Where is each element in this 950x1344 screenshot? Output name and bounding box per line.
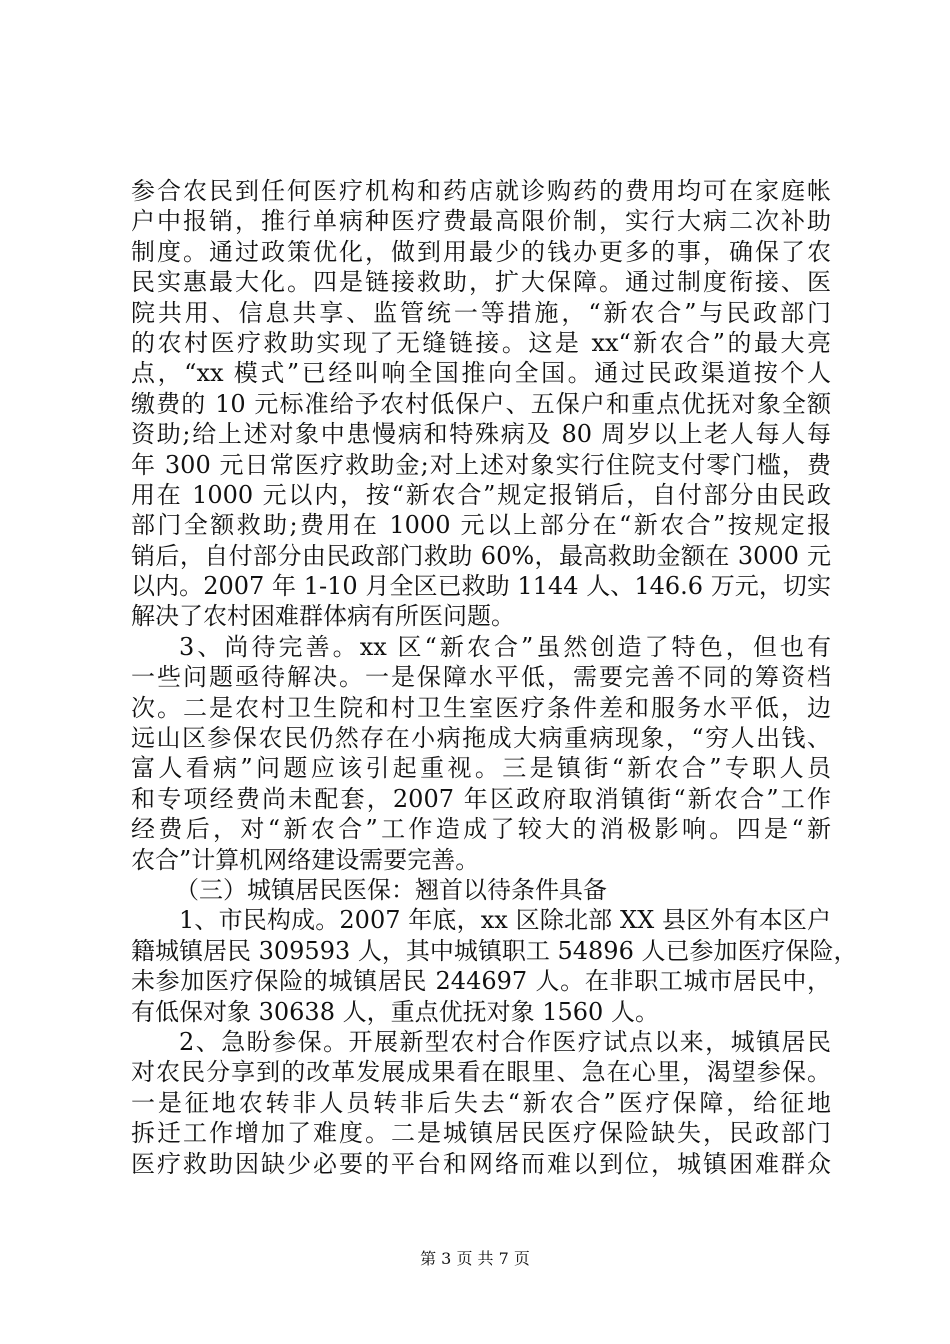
text-line: 经费后，对“新农合”工作造成了较大的消极影响。四是“新 [131, 815, 831, 844]
text-line: 部门全额救助;费用在 1000 元以上部分在“新农合”按规定报 [131, 511, 831, 540]
text-line: 远山区参保农民仍然存在小病拖成大病重病现象，“穷人出钱、 [131, 724, 831, 753]
text-line: 点，“xx 模式”已经叫响全国推向全国。通过民政渠道按个人 [131, 359, 831, 388]
text-line: 资助;给上述对象中患慢病和特殊病及 80 周岁以上老人每人每 [131, 420, 831, 449]
text-line: 农合”计算机网络建设需要完善。 [131, 845, 480, 874]
section-heading: （三）城镇居民医保：翘首以待条件具备 [175, 875, 607, 904]
page-number-footer: 第 3 页 共 7 页 [420, 1249, 530, 1268]
text-line: 参合农民到任何医疗机构和药店就诊购药的费用均可在家庭帐 [131, 177, 831, 205]
text-line: 的农村医疗救助实现了无缝链接。这是 xx“新农合”的最大亮 [131, 328, 831, 357]
text-line: 2、急盼参保。开展新型农村合作医疗试点以来，城镇居民 [179, 1027, 831, 1056]
text-line: 次。二是农村卫生院和村卫生室医疗条件差和服务水平低，边 [131, 693, 831, 722]
text-line: 1、市民构成。2007 年底，xx 区除北部 XX 县区外有本区户 [179, 906, 831, 935]
text-line: 缴费的 10 元标准给予农村低保户、五保户和重点优抚对象全额 [131, 389, 831, 418]
text-line: 对农民分享到的改革发展成果看在眼里、急在心里，渴望参保。 [131, 1058, 831, 1087]
text-line: 户中报销，推行单病种医疗费最高限价制，实行大病二次补助 [131, 207, 831, 236]
text-line: 年 300 元日常医疗救助金;对上述对象实行住院支付零门槛，费 [131, 450, 831, 479]
body-text [131, 176, 858, 1179]
text-line: 一些问题亟待解决。一是保障水平低，需要完善不同的筹资档 [131, 663, 831, 692]
text-line: 和专项经费尚未配套，2007 年区政府取消镇街“新农合”工作 [131, 784, 831, 813]
text-line: 有低保对象 30638 人，重点优抚对象 1560 人。 [131, 997, 659, 1026]
text-line: 用在 1000 元以内，按“新农合”规定报销后，自付部分由民政 [131, 480, 831, 509]
text-line: 医疗救助因缺少必要的平台和网络而难以到位，城镇困难群众 [131, 1149, 831, 1178]
text-line: 解决了农村困难群体病有所医问题。 [131, 602, 515, 631]
text-line: 院共用、信息共享、监管统一等措施，“新农合”与民政部门 [131, 298, 831, 327]
text-line: 未参加医疗保险的城镇居民 244697 人。在非职工城市居民中， [131, 967, 831, 996]
text-line: 3、尚待完善。xx 区“新农合”虽然创造了特色，但也有 [179, 632, 831, 661]
text-line: 拆迁工作增加了难度。二是城镇居民医疗保险缺失，民政部门 [131, 1119, 831, 1148]
text-line: 以内。2007 年 1-10 月全区已救助 1144 人、146.6 万元，切实 [131, 572, 831, 601]
text-line: 制度。通过政策优化，做到用最少的钱办更多的事，确保了农 [131, 237, 831, 266]
text-line: 民实惠最大化。四是链接救助，扩大保障。通过制度衔接、医 [131, 268, 831, 297]
text-line: 一是征地农转非人员转非后失去“新农合”医疗保障，给征地 [131, 1088, 831, 1117]
text-line: 销后，自付部分由民政部门救助 60%，最高救助金额在 3000 元 [131, 541, 831, 570]
text-line: 籍城镇居民 309593 人，其中城镇职工 54896 人已参加医疗保险， [131, 936, 858, 965]
text-line: 富人看病”问题应该引起重视。三是镇街“新农合”专职人员 [131, 754, 831, 783]
